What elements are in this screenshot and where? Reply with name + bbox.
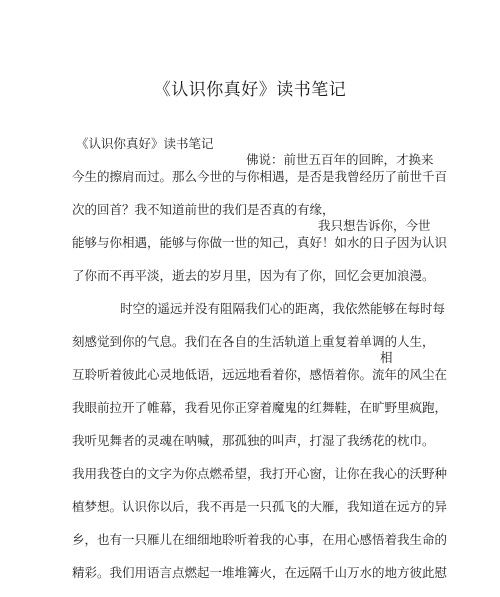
paragraph-line [0,549,500,597]
line-text: 了你而不再平淡，逝去的岁月里，因为有了你，回忆会更加浪漫。 [72,268,435,283]
line-text: 《认识你真好》读书笔记 [76,136,214,151]
document-title: 《认识你真好》读书笔记 [153,80,347,100]
line-text: 我用我苍白的文字为你点燃希望，我打开心窗，让你在我心的沃野种 [72,466,448,481]
line-text: 今生的擦肩而过。那么今世的与你相遇，是否是我曾经历了前世千百 [72,169,448,184]
line-text: 我眼前拉开了帷幕，我看见你正穿着魔鬼的红舞鞋，在旷野里疯跑， [72,400,448,415]
line-text: 刻感觉到你的气息。我们在各自的生活轨道上重复着单调的人生， [72,334,435,349]
line-text: 能够与你相遇，能够与你做一世的知己，真好！如水的日子因为认识 [72,235,448,250]
line-text: 精彩。我们用语言点燃起一堆堆篝火，在远隔千山万水的地方彼此慰 [72,565,448,580]
line-text: 次的回首？我不知道前世的我们是否真的有缘， [72,202,335,217]
line-text: 佛说：前世五百年的回眸，才换来 [246,152,434,167]
line-text: 乡，也有一只雁儿在细细地聆听着我的心事，在用心感悟着我生命的 [72,532,448,547]
line-text: 互聆听着彼此心灵地低语，远远地看着你，感悟着你。流年的风尘在 [72,367,448,382]
line-text: 我只想告诉你，今世 [318,218,431,233]
line-text: 相 [380,350,393,365]
line-text: 时空的遥远并没有阻隔我们心的距离，我依然能够在每时每 [120,301,446,316]
line-text: 我听见舞者的灵魂在呐喊，那孤独的叫声，打湿了我绣花的枕巾。 [72,433,435,448]
line-text: 植梦想。认识你以后，我不再是一只孤飞的大雁，我知道在远方的异 [72,499,448,514]
